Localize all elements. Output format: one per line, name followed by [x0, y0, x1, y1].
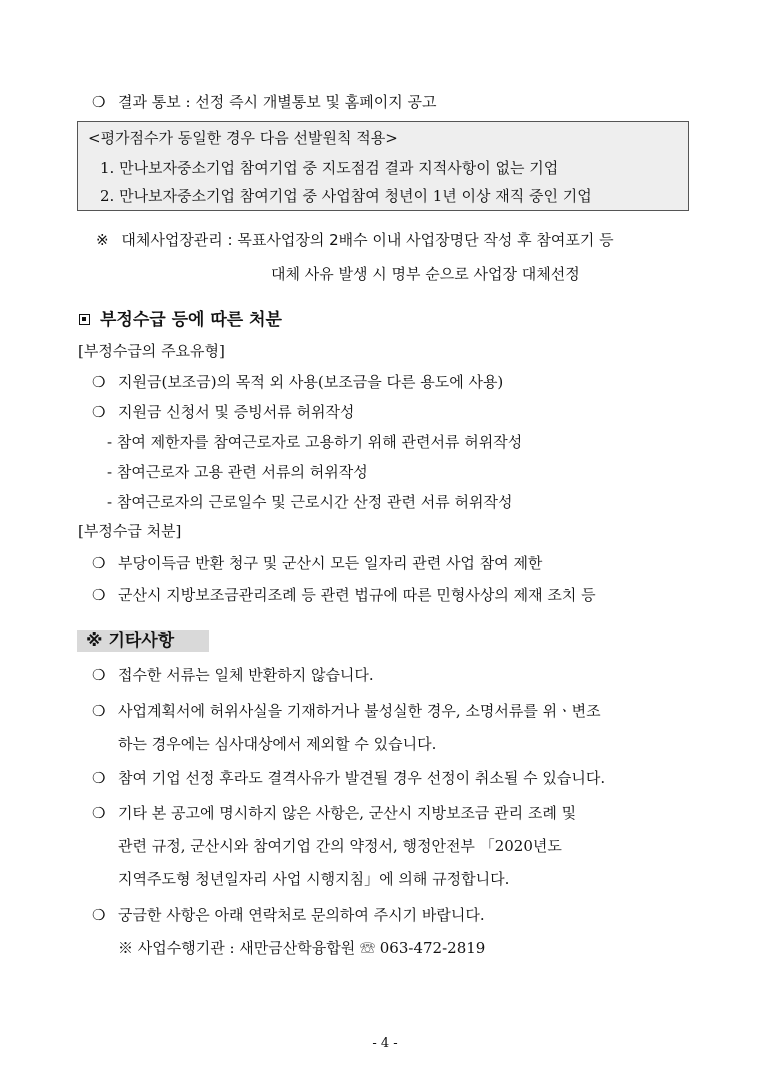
square-bullet-icon: [79, 314, 90, 325]
list-item-cont: 하는 경우에는 심사대상에서 제외할 수 있습니다.: [118, 735, 437, 753]
list-item: ❍ 지원금 신청서 및 증빙서류 허위작성: [92, 403, 355, 421]
section-heading-etc: ※ 기타사항: [86, 631, 175, 651]
list-item: ❍ 궁금한 사항은 아래 연락처로 문의하여 주시기 바랍니다.: [92, 906, 485, 924]
circle-bullet-icon: ❍: [92, 403, 106, 421]
tie-break-title: <평가점수가 동일한 경우 다음 선발원칙 적용>: [88, 129, 398, 147]
list-item: ❍ 군산시 지방보조금관리조례 등 관련 법규에 따른 민형사상의 제재 조치 등: [92, 586, 596, 604]
sub-item: - 참여근로자의 근로일수 및 근로시간 산정 관련 서류 허위작성: [107, 493, 513, 511]
circle-bullet-icon: ❍: [92, 769, 106, 787]
list-item-cont: 지역주도형 청년일자리 사업 시행지침」에 의해 규정합니다.: [118, 870, 510, 888]
list-item: ❍ 지원금(보조금)의 목적 외 사용(보조금을 다른 용도에 사용): [92, 373, 504, 391]
fraud-types-label: [부정수급의 주요유형]: [78, 342, 225, 360]
sub-item: - 참여 제한자를 참여근로자로 고용하기 위해 관련서류 허위작성: [107, 433, 523, 451]
list-item: ❍ 기타 본 공고에 명시하지 않은 사항은, 군산시 지방보조금 관리 조례 및: [92, 804, 577, 822]
reference-mark-icon: ※: [96, 231, 109, 249]
substitute-note: ※ 대체사업장관리 : 목표사업장의 2배수 이내 사업장명단 작성 후 참여포기 등: [96, 231, 614, 249]
circle-bullet-icon: ❍: [92, 93, 106, 111]
circle-bullet-icon: ❍: [92, 906, 106, 924]
contact-info: ※ 사업수행기관 : 새만금산학융합원 ☏ 063-472-2819: [118, 939, 486, 957]
circle-bullet-icon: ❍: [92, 373, 106, 391]
tie-break-item: 1. 만나보자중소기업 참여기업 중 지도점검 결과 지적사항이 없는 기업: [100, 159, 559, 177]
substitute-note-cont: 대체 사유 발생 시 명부 순으로 사업장 대체선정: [271, 265, 580, 283]
list-item: ❍ 참여 기업 선정 후라도 결격사유가 발견될 경우 선정이 취소될 수 있습니다.: [92, 769, 606, 787]
tie-break-box: [77, 121, 689, 211]
circle-bullet-icon: ❍: [92, 702, 106, 720]
tie-break-item: 2. 만나보자중소기업 참여기업 중 사업참여 청년이 1년 이상 재직 중인 기업: [100, 187, 592, 205]
circle-bullet-icon: ❍: [92, 586, 106, 604]
circle-bullet-icon: ❍: [92, 554, 106, 572]
circle-bullet-icon: ❍: [92, 666, 106, 684]
sub-item: - 참여근로자 고용 관련 서류의 허위작성: [107, 463, 368, 481]
circle-bullet-icon: ❍: [92, 804, 106, 822]
list-item: ❍ 접수한 서류는 일체 반환하지 않습니다.: [92, 666, 374, 684]
fraud-penalty-label: [부정수급 처분]: [78, 522, 182, 540]
section-heading-fraud: 부정수급 등에 따른 처분: [79, 309, 282, 331]
result-notice: ❍ 결과 통보 : 선정 즉시 개별통보 및 홈페이지 공고: [92, 93, 437, 111]
page-number: - 4 -: [372, 1036, 398, 1051]
list-item: ❍ 사업계획서에 허위사실을 기재하거나 불성실한 경우, 소명서류를 위ㆍ변조: [92, 702, 601, 720]
list-item: ❍ 부당이득금 반환 청구 및 군산시 모든 일자리 관련 사업 참여 제한: [92, 554, 543, 572]
list-item-cont: 관련 규정, 군산시와 참여기업 간의 약정서, 행정안전부 「2020년도: [118, 837, 562, 855]
